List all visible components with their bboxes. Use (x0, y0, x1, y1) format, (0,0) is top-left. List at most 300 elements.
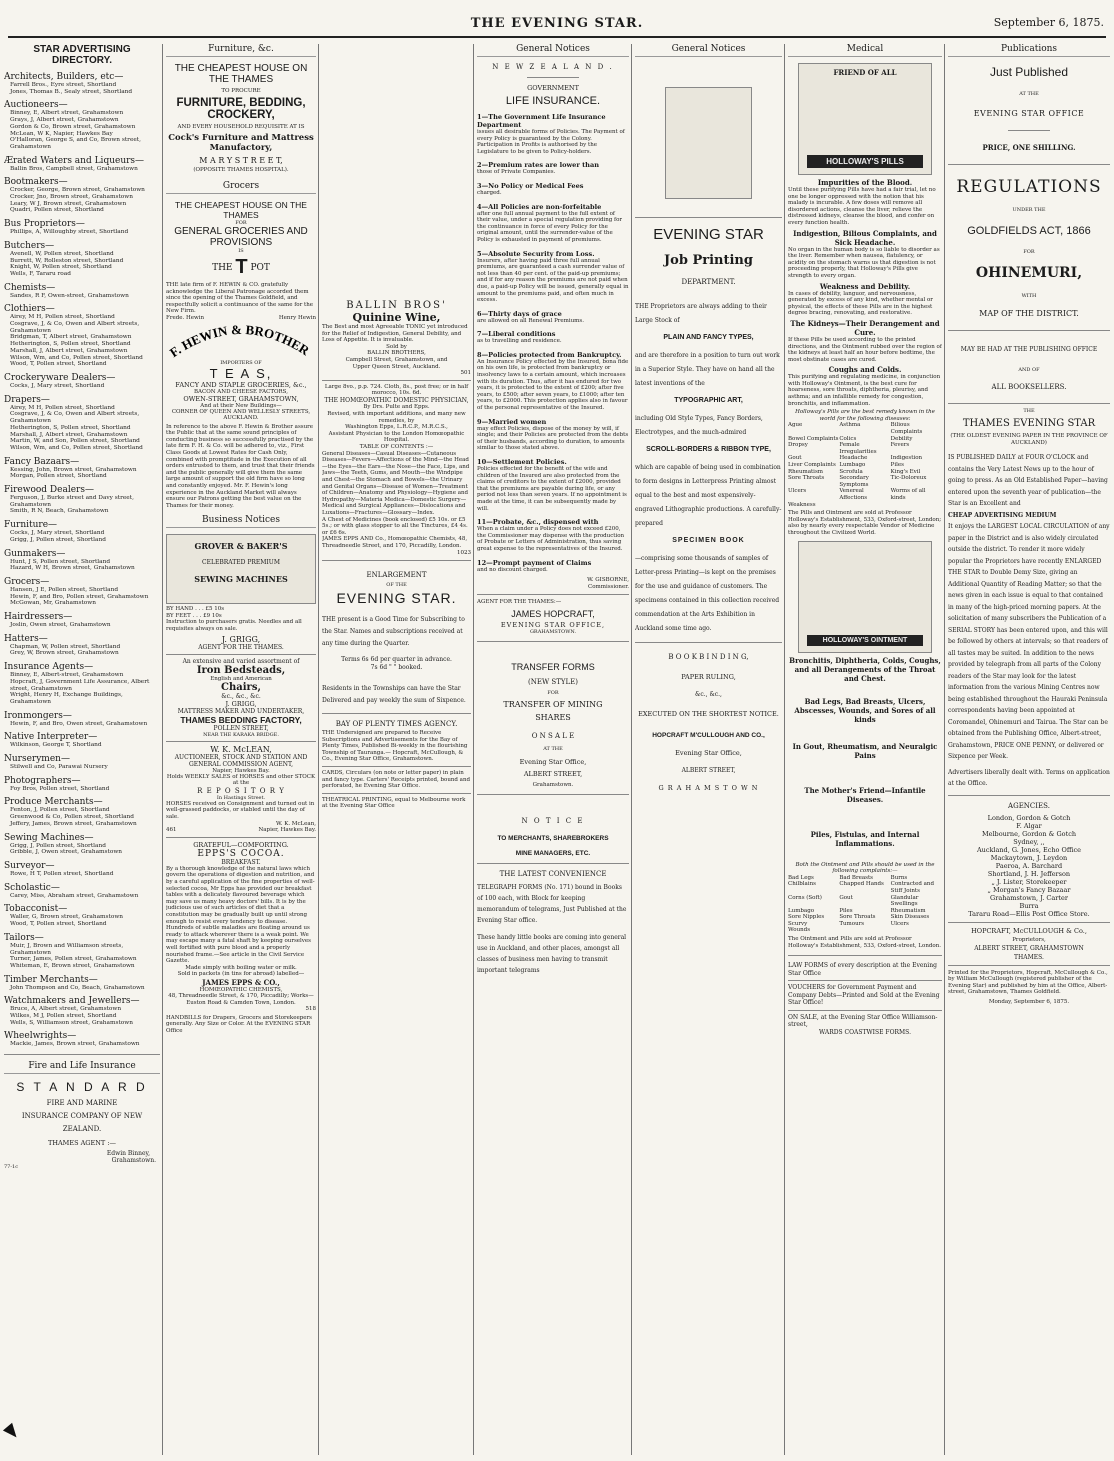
ailment-item: Piles (839, 907, 853, 914)
present-time: THE present is a Good Time for Subscribing to the Star. Names and subscriptions received at any time during the Quarter. (322, 616, 465, 648)
disease-item: Rheumatism (788, 468, 823, 475)
section-general-notices-2: General Notices (635, 44, 782, 57)
directory-category: Tailors— (4, 932, 44, 943)
holloway-ointment-engraving (798, 541, 932, 653)
directory-category: Produce Merchants— (4, 797, 103, 808)
ailment-item: Sore Nipples (788, 914, 825, 921)
directory-entry: Hetherington, S, Pollen street, Shortland (10, 424, 131, 431)
directory-entry: Muir, J, Brown and Williamson streets, Grahamstown (10, 942, 124, 956)
disease-item: Bilious Complaints (890, 422, 923, 436)
directory-entry: Kessing, John, Brown street, Grahamstown (10, 466, 137, 473)
disease-item: Venereal Affections (839, 488, 868, 501)
ailment-item: Wounds (788, 927, 811, 934)
mclean-footer (166, 827, 316, 834)
mclean-num: 461 (166, 827, 177, 834)
column-job-printing (635, 44, 782, 1455)
directory-entry: Hewin, F, and Bro, Pollen street, Grahamstown (10, 593, 149, 600)
directory-category: Tobacconist— (4, 904, 68, 915)
insurance-notice-heading: 5—Absolute Security from Loss. (477, 249, 595, 258)
disease-item: Headache (839, 455, 868, 462)
epps-body: By a thorough knowledge of the natural laws which govern the operations of digestion and nutrition, and by a careful application of the fine properties of well-selected cocoa, Mr Epps has provided our breakfast tables with a delicately flavoured beverage which may save us many heavy doctors' bills. It is by the judicious use of such articles of diet that a constitution may be gradually built up until strong enough to resist every tendency to disease. Hundreds of subtle maladies are floating around us ready to attack wherever there is a weak point. We may escape many a fatal shaft by keeping ourselves well fortified with pure blood and a properly nourished frame.—See article in the Civil Service Gazette. (166, 865, 315, 965)
column-divider (318, 44, 319, 1455)
jgrigg2: J. GRIGG, (225, 699, 257, 708)
es-office-5: Evening Star Office, (675, 749, 742, 757)
grocers-is: IS (238, 248, 244, 254)
homeopathic-physician: THE HOMŒOPATHIC DOMESTIC PHYSICIAN, (324, 396, 469, 404)
directory-entry: Cosgrave, J, & Co, Owen and Albert streets, Grahamstown (10, 411, 140, 425)
column-publications (948, 44, 1110, 1455)
t-pot (166, 256, 316, 279)
grahamstown: GRAHAMSTOWN. (529, 628, 577, 635)
directory-entry: Wilkes, M J, Pollen street, Shortland (10, 1013, 117, 1020)
table-contents: TABLE OF CONTENTS :— (359, 444, 434, 450)
bad-legs: Bad Legs, Bad Breasts, Ulcers, Abscesses, Wounds, and Sores of all kinds (794, 696, 936, 724)
directory-entry: O'Halloran, George S, and Co, Brown street, Grahamstown (10, 137, 141, 150)
agent-place: Grahamstown. (111, 1157, 156, 1165)
agency-item: Sydney, ,, (1013, 837, 1045, 846)
medicine-chest: A Chest of Medicines (book enclosed) £5 10s. or £5 5s.; or with glass stopper to all the Tinctures, £4 4s. or £6 6s. (322, 516, 468, 536)
directory-entry: Ferguson, J, Burke street and Davy street, Grahamstown (10, 495, 134, 508)
made-simply: Made simply with boiling water or milk. (185, 964, 297, 971)
directory-entry: Ballin Bros, Campbell street, Grahamstown (10, 165, 138, 172)
directory-heading: STAR ADVERTISING DIRECTORY. (33, 44, 131, 66)
corner-streets: CORNER OF QUEEN AND WELLESLY STREETS, AUCKLAND. (171, 408, 311, 421)
albert-street-5: ALBERT STREET, (681, 767, 736, 774)
albert-street: ALBERT STREET, (523, 769, 583, 778)
agency-item: Mackaytown, J. Leydon (990, 853, 1068, 862)
impurities-body: Until these purifying Pills have had a fair trial, let no one be longer oppressed with the notion that his malady is incurable. A few doses will remove all disordered actions, cleanse the liver, relieve the distressed kidneys, cleanse the blood, and confer on every function health. (788, 187, 936, 226)
directory-category: Hatters— (4, 633, 48, 644)
grover-baker-sewing: SEWING MACHINES (194, 574, 288, 585)
ailment-item: Chilblains (788, 881, 816, 888)
english-american: English and American (210, 675, 272, 682)
insurance-notice-heading: 12—Prompt payment of Claims (477, 558, 592, 567)
napier: Napier, Hawkes Bay. (212, 767, 270, 774)
section-medical: Medical (788, 44, 942, 57)
commission-agent: GENERAL COMMISSION AGENT, (188, 760, 294, 768)
insurance-notice-body: after one full annual payment to the full extent of their value, under a special regulation providing for the continuance in force of every Policy for the original amount, until the surrender-value of the Policy is exhausted in payment of premiums. (477, 210, 623, 243)
directory-entry: Hopcraft, J, Government Life Assurance, Albert street, Grahamstown (10, 678, 150, 692)
insurance-notice-body: those of Private Companies. (477, 169, 556, 176)
disease-item: Gout (788, 455, 802, 462)
pollen-street: POLLEN STREET, (213, 724, 269, 732)
fancy-groceries: FANCY AND STAPLE GROCERIES, &c., (175, 380, 307, 389)
directory-entry: Greenwood & Co, Pollen street, Shortland (10, 814, 134, 821)
holloway-ointment-label: HOLLOWAY'S OINTMENT (807, 635, 923, 646)
es-office2: Evening Star Office, (519, 757, 587, 766)
mothers-friend: The Mother's Friend—Infantile Diseases. (804, 785, 926, 804)
masthead-rule (8, 36, 1106, 38)
directory-entry: Jones, Thomas B., Sealy street, Shortland (10, 88, 133, 95)
thames-bedding: THAMES BEDDING FACTORY, (180, 714, 302, 725)
directory-entry: Waller, G, Brown street, Grahamstown (10, 914, 124, 921)
directory-category: Photographers— (4, 775, 81, 786)
published-daily: IS PUBLISHED DAILY at FOUR O'CLOCK and contains the Very Latest News up to the hour of going to press. As an Old Established Paper—having entered upon the seventh year of publication—the Star is an Excellent and (948, 454, 1108, 508)
column-divider (784, 44, 785, 1455)
ailment-item: Sore Throats (839, 914, 876, 921)
theatrical-printing: THEATRICAL PRINTING, equal to Melbourne work at the Evening Star Office (322, 796, 466, 810)
directory-entry: Turner, James, Pollen street, Grahamstown (10, 956, 137, 963)
zealand: ZEALAND. (62, 1125, 102, 1134)
mclean: W. K. McLEAN, (210, 744, 272, 754)
section-publications: Publications (948, 44, 1110, 57)
ohinemuri: OHINEMURI, (975, 265, 1083, 281)
threadneedle: 48, Threadneedle Street, & 170, Piccadilly; Works—Euston Road & Camden Town, London. (168, 992, 314, 1006)
kidneys-body: If these Pills be used according to the printed directions, and the Ointment rubbed over the region of the kidneys at least half an hour before bedtime, the most obstinate cases are cured. (788, 336, 942, 363)
directory-category: Crockeryware Dealers— (4, 372, 116, 383)
grocers-for: FOR (235, 220, 247, 226)
directory-entry: Hazard, W H, Brown street, Grahamstown (10, 565, 135, 572)
directory-entry: Chapman, W, Pollen street, Shortland (10, 643, 121, 650)
ballin-bros: BALLIN BROS' (346, 300, 447, 311)
directory-entry: Hewin, F, and Bro, Owen street, Grahamstown (10, 720, 148, 727)
oldest-paper: (THE OLDEST EVENING PAPER IN THE PROVINCE OF AUCKLAND) (950, 433, 1108, 446)
agency-item: Auckland, G. Jones, Echo Office (976, 845, 1082, 854)
directory-entry: Cosgrave, J, & Co, Owen and Albert streets, Grahamstown (10, 321, 140, 334)
on-sale: O N S A L E (531, 731, 575, 740)
column-divider (631, 44, 632, 1455)
contents: General Diseases—Casual Diseases—Cutaneous Diseases—Fevers—Affections of the Mind—the Head—the Eyes—the Ears—the Nose—the Face, Lips, and Jaws—the Teeth, Gums, and Mouth—the Windpipe and Chest—the Stomach and Bowels—the Urinary and Genital Organs—Disease of Women—Treatment of Children—Anatomy and Physiology—Hygiene and Hydropathy—Materia Medica—Domestic Surgery—Medical and Surgical Appliances—Dislocations and Luxations—Fractures—Glossary—Index. (322, 450, 470, 516)
agency-item: Burra (1019, 901, 1039, 910)
directory-entry: Knight, W, Pollen street, Shortland (10, 264, 112, 271)
friend-of-all: FRIEND OF ALL (833, 68, 897, 77)
campbell-street: Campbell Street, Grahamstown, and (345, 356, 448, 363)
all-booksellers: ALL BOOKSELLERS. (991, 383, 1067, 391)
may-be-had: MAY BE HAD AT THE PUBLISHING OFFICE (960, 346, 1098, 353)
insurance-notice-body: An Insurance Policy effected by the Insured, bona fide on his own life, is protected from bankruptcy or insolvency laws to a certain amount, which increases with its duration. Thus, after it has endured for two years, it is protected to the extent of £200; after five years, to £500; after seven years, to £1000; after ten years, to £2000. This protection applies also in favour of the personal representative of the Insured. (477, 358, 629, 412)
directory-entry: Fenton, J, Pollen street, Shortland (10, 807, 110, 814)
sold-packets: Sold in packets (in tins for abroad) labelled— (177, 971, 305, 978)
etc-row: &c., &c., &c. (221, 692, 261, 700)
proprietors: Proprietors, (1012, 936, 1046, 943)
enjoys: It enjoys the LARGEST LOCAL CIRCULATION of any paper in the District and is also widely circulated outside the district. To render it more widely popular the Proprietors have recently ENLARGED THE STAR to Double Demy Size, giving an Additional Quantity of Reading Matter; so that the news given in each issue is equal to that contained in many of the high-priced morning papers. At the solicitation of many subscribers the Publication of a SERIAL STORY has been entered upon, and this will be followed by others at intervals; so that readers of all tastes may be suited. In addition to the news provided by telegraph from all parts of the Colony readers of the Star may look for the latest information from the various Mining Centres now being established throughout the Hauraki Peninsula correspondents having been appointed at Coromandel, Ohinemuri and Tairua. The Star can be obtained from the Publishing Office, Albert-street, Grahamstown, PRICE ONE PENNY, or delivered or Sixpence per Week. (948, 523, 1110, 761)
grocers-title: THE CHEAPEST HOUSE ON THE THAMES (175, 200, 307, 220)
directory-category: Hairdressers— (4, 612, 73, 623)
transfer-forms: TRANSFER FORMS (511, 661, 595, 672)
agent-name: Edwin Binney, (106, 1150, 150, 1158)
fire-marine: FIRE AND MARINE (46, 1099, 118, 1108)
signature-henry: Henry Hewin (278, 314, 316, 321)
latest-convenience: THE LATEST CONVENIENCE (499, 869, 607, 878)
therefore: and are therefore in a position to turn out work in a Superior Style. They have on hand all the latest inventions of the (635, 352, 780, 387)
directory-entry: McLean, W K, Napier, Hawkes Bay (10, 130, 113, 137)
commissioner: Commissioner. (588, 583, 629, 590)
column-directory (4, 44, 160, 1455)
sold-pills: The Pills and Ointment are sold at Professor Holloway's Establishment, 533, Oxford-street, London; also by nearly every respectable Vendor of Medicine throughout the Civilized World. (788, 510, 942, 536)
etc-etc: &c., &c., (695, 691, 722, 698)
disease-item: Secondary Symptoms (839, 475, 869, 488)
homeopathic-chemists: HOMŒOPATHIC CHEMISTS, (199, 986, 283, 993)
holds-sales: Holds WEEKLY SALES of HORSES and other STOCK at the (166, 773, 316, 787)
insurance-notice-body: When a claim under a Policy does not exceed £200, the Commissioner may dispense with the production of Probate or Letters of Administration, thus saving great expense to the representatives of the Insured. (477, 526, 625, 552)
best-known: Holloway's Pills are the best remedy known in the world for the following diseases: (795, 409, 935, 422)
department: DEPARTMENT. (681, 278, 736, 286)
upper-queen: Upper Queen Street, Auckland. (352, 363, 441, 370)
directory-entry: Wood, T, Pollen street, Shortland (10, 921, 107, 928)
section-fire-life: Fire and Life Insurance (4, 1061, 160, 1074)
holloway-pills-label: HOLLOWAY'S PILLS (807, 155, 923, 168)
agency-item: London, Gordon & Gotch (987, 813, 1071, 822)
masthead (0, 14, 1114, 36)
grover-baker-title: GROVER & BAKER'S (194, 541, 288, 552)
column-life-insurance (477, 44, 629, 1455)
new-zealand: N E W Z E A L A N D . (492, 63, 614, 71)
disease-item: Ague (788, 422, 803, 429)
piles-fistulas: Piles, Fistulas, and Internal Inflammations. (810, 829, 920, 848)
at-the-7: AT THE (1019, 91, 1039, 97)
agency-item: F. Algar (1016, 821, 1042, 830)
directory-entry: Binney, E, Albert-street, Grahamstown (10, 672, 124, 679)
directory-category: Insurance Agents— (4, 662, 94, 673)
quinine-num: 501 (460, 370, 471, 377)
disease-item: Ulcers (788, 488, 807, 495)
agency-list (948, 814, 1110, 918)
ailment-item: Rheumatism (890, 907, 926, 914)
auctioneer: AUCTIONEER, STOCK AND STATION AND (174, 753, 308, 761)
directory-entry: Airey, M H, Pollen street, Shortland (10, 404, 115, 411)
monday-date: Monday, September 6, 1875. (988, 999, 1070, 1006)
agency-item: Grahamstown, J. Carter (990, 893, 1068, 902)
directory-entry: McGowan, Mr, Grahamstown (10, 600, 96, 607)
directory-entry: Gordon & Co, Brown street, Grahamstown (10, 123, 136, 130)
insurance-notice-body: as to travelling and residence. (477, 338, 562, 345)
disease-item: Lumbago (839, 462, 866, 468)
directory-category: Timber Merchants— (4, 974, 98, 985)
column-divider (473, 44, 474, 1455)
directory-entry: Hansen, J E, Pollen street, Shortland (10, 586, 119, 593)
just-published: Just Published (989, 65, 1069, 79)
column-divider (944, 44, 945, 1455)
directory-category: Bus Proprietors— (4, 219, 85, 230)
grocers-signatures (166, 315, 316, 322)
quinine-wine: Quinine Wine, (352, 311, 441, 324)
printed-for: Printed for the Proprietors, Hopcraft, McCullough & Co., by William McCullough (registered publisher of the Evening Star) and published by him at the Office, Albert-street, Grahamstown, Thames Goldfield. (948, 969, 1108, 996)
breakfast: BREAKFAST. (221, 858, 261, 866)
ailment-item: Contracted and Stiff Joints (890, 881, 934, 894)
map-district: MAP OF THE DISTRICT. (979, 309, 1079, 318)
mattress-maker: MATTRESS MAKER AND UNDERTAKER, (177, 707, 305, 715)
notice: N O T I C E (521, 816, 585, 825)
disease-item: Liver Complaints (788, 462, 836, 468)
directory-entry: Sandes, R F, Owen-street, Grahamstown (10, 292, 129, 299)
es-office: EVENING STAR OFFICE, (500, 620, 606, 629)
directory-entry: Smith, R N, Beach, Grahamstown (10, 508, 109, 515)
directory-category: Chemists— (4, 282, 56, 293)
directory-entry: Wilson, Wm, and Co, Pollen street, Shortland (10, 354, 143, 361)
weakness: Weakness and Debility. (819, 281, 911, 291)
and-of: AND OF (1018, 367, 1040, 373)
insurance-notice-heading: 10—Settlement Policies. (477, 458, 567, 466)
insurance-notice-heading: 9—Married women (477, 417, 547, 426)
directory-entry: Carey, Miss, Abraham street, Grahamstown (10, 892, 139, 899)
disease-item: Indigestion (890, 455, 923, 462)
repository: R E P O S I T O R Y (197, 786, 285, 795)
bay-of-plenty: BAY OF PLENTY TIMES AGENCY. (335, 720, 458, 729)
directory-category: Butchers— (4, 240, 55, 251)
james-hopcraft: JAMES HOPCRAFT, (511, 608, 595, 619)
ailment-item: Tumours (839, 920, 865, 927)
directory-entry: Avenell, W, Pollen street, Shortland (10, 250, 114, 257)
horses-received: HORSES received on Consignment and turned out in well-grassed paddocks, or stabled until the day of sale. (166, 800, 315, 821)
insurance-notice-body: Insurers, after having paid three full annual premiums, are guaranteed a cash surrender value of not less than 40 per cent. of the paid-up premiums; and if for any reason the premiums are not paid when due, a paid-up Policy will be issued, generally equal in amount to the premiums paid, and often much in excess. (477, 257, 629, 304)
epps-co-num: 1023 (457, 549, 471, 556)
insurance-notice-body: may effect Policies, dispose of the money by will, if single; and their Policies are protected from the debts of their husbands, according to duration, to amounts similar to those stated above. (477, 425, 629, 452)
directory-entry: Binney, E, Albert street, Grahamstown (10, 110, 124, 117)
telegraph-forms: TELEGRAPH FORMS (No. 171) bound in Books of 100 each, with Block for keeping memorandum of telegrams, Just Published at the Evening Star office. (477, 883, 627, 924)
directory-entry: Martin, W, and Son, Pollen street, Shortland (10, 438, 140, 445)
life-insurance: LIFE INSURANCE. (505, 95, 601, 107)
directory-list (4, 72, 160, 1048)
ailment-item: Skin Diseases (890, 914, 930, 921)
t-pot-left: THE (212, 263, 233, 273)
epps-num: 518 (305, 1006, 316, 1013)
insurance-notice-heading: 7—Liberal conditions (477, 330, 556, 339)
agency-item: Paeroa, A. Barchard (995, 861, 1063, 870)
furniture-title: THE CHEAPEST HOUSE ON THE THAMES (174, 63, 308, 85)
ailment-item: Ulcers (890, 920, 909, 927)
t-pot-right: POT (250, 263, 270, 273)
instruction: Instruction to purchasers gratis. Needles and all requisites always on sale. (166, 619, 302, 633)
importers-of: IMPORTERS OF (220, 359, 262, 366)
directory-entry: John Thompson and Co, Beach, Grahamstown (10, 984, 145, 991)
eso-7: EVENING STAR OFFICE (973, 109, 1085, 118)
owen-street: OWEN-STREET, GRAHAMSTOWN, (183, 394, 299, 403)
directory-entry: Grays, J, Albert street, Grahamstown (10, 117, 119, 124)
directory-entry: Rowe, H T, Pollen street, Shortland (10, 871, 114, 877)
directory-entry: Quadri, Pollen street, Shortland (10, 207, 104, 214)
insurance-notice-body: and no discount charged. (477, 566, 548, 573)
hopcraft-mccullough: HOPCRAFT M'CULLOUGH AND CO., (652, 732, 765, 739)
directory-category: Architects, Builders, etc— (4, 72, 124, 82)
coughs-body: This purifying and regulating medicine, in conjunction with Holloway's Ointment, is the best cure for hoarseness, sore throats, diphtheria, pleurisy, and asthma; and an infallible remedy for congestion, bronchitis, and inflammation. (788, 374, 941, 407)
directory-entry: Wells, F, Tararu road (10, 270, 71, 277)
directory-entry: Marshall, J, Albert street, Grahamstown (10, 431, 128, 438)
paper-title: THE EVENING STAR. (470, 16, 644, 31)
general-groceries: GENERAL GROCERIES AND PROVISIONS (174, 226, 308, 248)
directory-entry: Crocker, George, Brown street, Grahamstown (10, 187, 145, 194)
job-printing: Job Printing (664, 253, 753, 268)
near-bridge: NEAR THE KARAKA BRIDGE. (203, 731, 279, 738)
albert-street-7: ALBERT STREET, GRAHAMSTOWN (974, 944, 1084, 952)
goldfields-act: GOLDFIELDS ACT, 1866 (967, 225, 1091, 237)
directory-category: Watchmakers and Jewellers— (4, 996, 140, 1007)
mclean-sig: W. K. McLean, (276, 820, 316, 827)
shares: SHARES (535, 712, 571, 722)
manufactory: Manufactory, (209, 143, 273, 153)
directory-category: Ironmongers— (4, 710, 72, 721)
disease-item: Asthma (839, 422, 861, 429)
directory-entry: Morgan, Pollen street, Shortland (10, 473, 107, 480)
disease-item: Colics (839, 435, 857, 442)
section-grocers: Grocers (166, 181, 316, 194)
directory-entry: Jeffery, James, Brown street, Grahamstown (10, 820, 137, 827)
wards-forms: WARDS COASTWISE FORMS. (819, 1028, 911, 1036)
booked: 7s 6d " " booked. (370, 663, 423, 671)
mclean-addr: Napier, Hawkes Bay. (258, 827, 316, 834)
grateful: GRATEFUL—COMFORTING. (193, 840, 289, 849)
disease-item: Worms of all kinds (890, 488, 926, 501)
specimen-book: SPECIMEN BOOK (672, 537, 745, 544)
with: WITH (1021, 293, 1037, 299)
transfer-mining: TRANSFER OF MINING (503, 699, 603, 709)
column-divider (162, 44, 163, 1455)
directory-category: Gunmakers— (4, 548, 66, 559)
agency-item: „ J. Lister, Storekeeper (991, 877, 1067, 886)
insurance-notice-body: charged. (477, 189, 502, 196)
thames: THAMES. (1014, 953, 1044, 961)
directory-entry: Marshall, J, Albert street, Grahamstown (10, 347, 128, 354)
directory-entry: Bridgman, T, Albert street, Grahamstown (10, 334, 132, 341)
directory-entry: Hetherington, S, Pollen street, Shortland (10, 341, 131, 348)
directory-category: Native Interpreter— (4, 732, 98, 743)
fountain-engraving (665, 87, 752, 199)
disease-item: Piles (890, 462, 904, 468)
directory-entry: Grigg, J, Pollen street, Shortland (10, 842, 106, 849)
residents: Residents in the Townships can have the Star Delivered and pay weekly the sum of Sixpence. (322, 685, 466, 705)
by-hand: BY HAND . . . £5 10s (166, 606, 225, 613)
directory-entry: Stilwell and Co, Parawai Nursery (10, 764, 108, 771)
furniture-big: FURNITURE, BEDDING, CROCKERY, (176, 97, 306, 121)
section-business: Business Notices (166, 515, 316, 528)
transfer-for: FOR (547, 689, 559, 696)
chairs: Chairs, (221, 681, 261, 693)
directory-entry: Cocks, J, Mary street, Shortland (10, 530, 105, 537)
directory-category: Sewing Machines— (4, 832, 94, 843)
directory-entry: Burrett, W, Rolleston street, Shortland (10, 257, 124, 264)
price-shilling: PRICE, ONE SHILLING. (982, 143, 1076, 152)
disease-item: Debility (890, 435, 913, 442)
ailment-item: Corns (Soft) (788, 894, 822, 901)
grover-baker-engraving (166, 534, 316, 604)
directory-category: Nurserymen— (4, 754, 70, 765)
section-general-notices: General Notices (477, 44, 629, 57)
on-sale-williamson: ON SALE, at the Evening Star Office Williamson-street, (788, 1013, 938, 1029)
directory-category: Drapers— (4, 394, 50, 405)
disease-item: Female Irregularities (839, 442, 877, 455)
at-the: AT THE (543, 745, 563, 752)
proprietors-adding: THE Proprietors are always adding to their Large Stock of (635, 303, 767, 324)
impurities: Impurities of the Blood. (817, 178, 913, 187)
enlargement: ENLARGEMENT (366, 571, 427, 580)
bronchitis: Bronchitis, Diphtheria, Colds, Coughs, and all Derangements of the Throat and Chest. (789, 655, 941, 683)
directory-entry: Wells, S, Williamson street, Grahamstown (10, 1019, 133, 1026)
insurance-notice-heading: 6—Thirty days of grace (477, 309, 562, 318)
holloway-pills-engraving (798, 63, 932, 175)
agency-item: Shortland, J. H. Jefferson (987, 869, 1071, 878)
executed: EXECUTED ON THE SHORTEST NOTICE. (638, 710, 779, 718)
government: GOVERNMENT (527, 84, 579, 92)
agent-thames: AGENT FOR THE THAMES. (198, 643, 284, 651)
disease-item: Scrofula (839, 468, 863, 475)
section-furniture: Furniture, &c. (166, 44, 316, 57)
hmc: HOPCRAFT, McCULLOUGH & Co., (971, 926, 1087, 935)
coughs-colds: Coughs and Colds. (828, 365, 902, 375)
assortment: An extensive and varied assortment of (182, 657, 300, 665)
directory-entry: Grey, W, Brown street, Grahamstown (10, 650, 119, 657)
for-7: FOR (1023, 249, 1035, 255)
ailment-item: Scurvy (788, 920, 808, 927)
insurance-notice-body: issues all desirable forms of Policies. The Payment of every Policy is guaranteed by the Colony. Participation in Profits is authorised by the Legislature to be given to Policy-holders. (477, 129, 625, 155)
directory-category: Scholastic— (4, 882, 60, 893)
disease-item: Sore Throats (788, 475, 825, 482)
weakness-body: In cases of debility, languor, and nervousness, generated by excess of any kind, whether mental or physical, the effects of these Pills are in the highest degree bracing, renovating, and restorative. (788, 290, 933, 317)
handy-books: These handy little books are coming into general use in Auckland, and other places, amongst all classes of business men having to transmit important telegrams (477, 933, 627, 974)
directory-entry: Foy Bros, Pollen street, Shortland (10, 785, 110, 792)
james-epps: JAMES EPPS & CO., (202, 977, 280, 987)
directory-entry: Joslin, Owen street, Grahamstown (10, 622, 111, 629)
new-buildings: And at their New Buildings— (200, 402, 282, 409)
thames-evening-star: THAMES EVENING STAR (962, 418, 1096, 429)
